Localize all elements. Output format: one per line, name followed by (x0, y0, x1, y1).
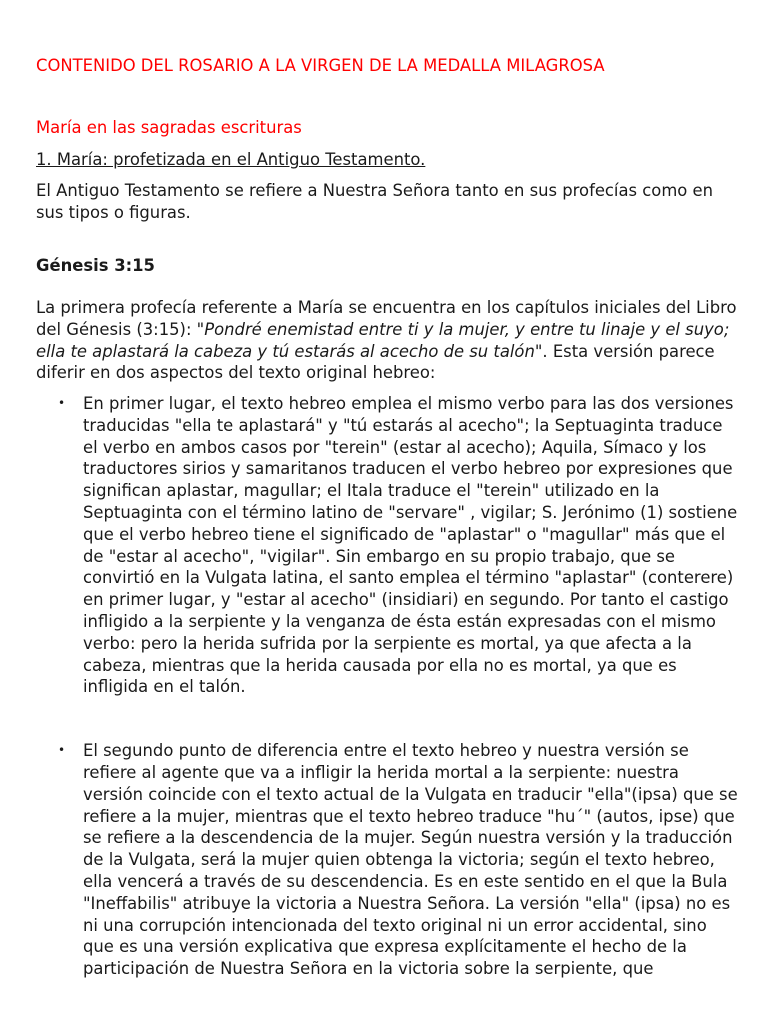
genesis-paragraph (36, 297, 740, 384)
verse-heading: Génesis 3:15 (36, 256, 155, 275)
subsection-title: 1. María: profetizada en el Antiguo Testamento. (36, 150, 426, 169)
intro-paragraph: El Antiguo Testamento se refiere a Nuestra Señora tanto en sus profecías como en sus tipos o figuras. (36, 181, 713, 222)
bullet-icon: • (58, 743, 66, 758)
section-title: María en las sagradas escrituras (36, 118, 302, 137)
bullet-icon: • (58, 396, 66, 410)
paragraph-text-after: ". Esta versión parece diferir en dos aspectos del texto original hebreo: (36, 341, 715, 383)
genesis-quote: Pondré enemistad entre ti y la mujer, y entre tu linaje y el suyo; ella te aplastará la cabeza y tú estarás al acecho de su talón (36, 319, 730, 361)
list-item-text: El segundo punto de diferencia entre el texto hebreo y nuestra versión se refiere al agente que va a infligir la herida mortal a la serpiente: nuestra versión coincide con el texto actual de la Vulgata en traducir "ella"(ipsa) que se refiere a la mujer, mientras que el texto hebreo traduce "hu´" (autos, ipse) que se refiere a la descendencia de la mujer. Según nuestra versión y la traducción de la Vulgata, será la mujer quien obtenga la victoria; según el texto hebreo, ella vencerá a través de su descendencia. Es en este sentido en el que la Bula "Ineffabilis" atribuye la victoria a Nuestra Señora. La versión "ella" (ipsa) no es ni una corrupción intencionada del texto original ni un error accidental, sino que es una versión explicativa que expresa explícitamente el hecho de la participación de Nuestra Señora en la victoria sobre la serpiente, que (83, 741, 738, 979)
differences-list (36, 393, 740, 980)
list-item (36, 740, 740, 980)
paragraph-text-before: La primera profecía referente a María se encuentra en los capítulos iniciales del Libro del Génesis (3:15): " (36, 298, 737, 339)
list-item-text: En primer lugar, el texto hebreo emplea el mismo verbo para las dos versiones traducidas "ella te aplastará" y "tú estarás al acecho"; la Septuaginta traduce el verbo en ambos casos por "terein" (estar al acecho); Aquila, Símaco y los traductores sirios y samaritanos traducen el verbo hebreo por expresiones que significan aplastar, magullar; el Itala traduce el "terein" utilizado en la Septuaginta con el término latino de "servare" , vigilar; S. Jerónimo (1) sostiene que el verbo hebreo tiene el significado de "aplastar" o "magullar" más que el de "estar al acecho", "vigilar". Sin embargo en su propio trabajo, que se convirtió en la Vulgata latina, el santo emplea el término "aplastar" (conterere) en primer lugar, y "estar al acecho" (insidiari) en segundo. Por tanto el castigo infligido a la serpiente y la venganza de ésta están expresadas con el mismo verbo: pero la herida sufrida por la serpiente es mortal, ya que afecta a la cabeza, mientras que la herida causada por ella no es mortal, ya que es infligida en el talón. (83, 394, 738, 697)
list-item (36, 393, 740, 698)
document-title: CONTENIDO DEL ROSARIO A LA VIRGEN DE LA MEDALLA MILAGROSA (36, 56, 605, 75)
